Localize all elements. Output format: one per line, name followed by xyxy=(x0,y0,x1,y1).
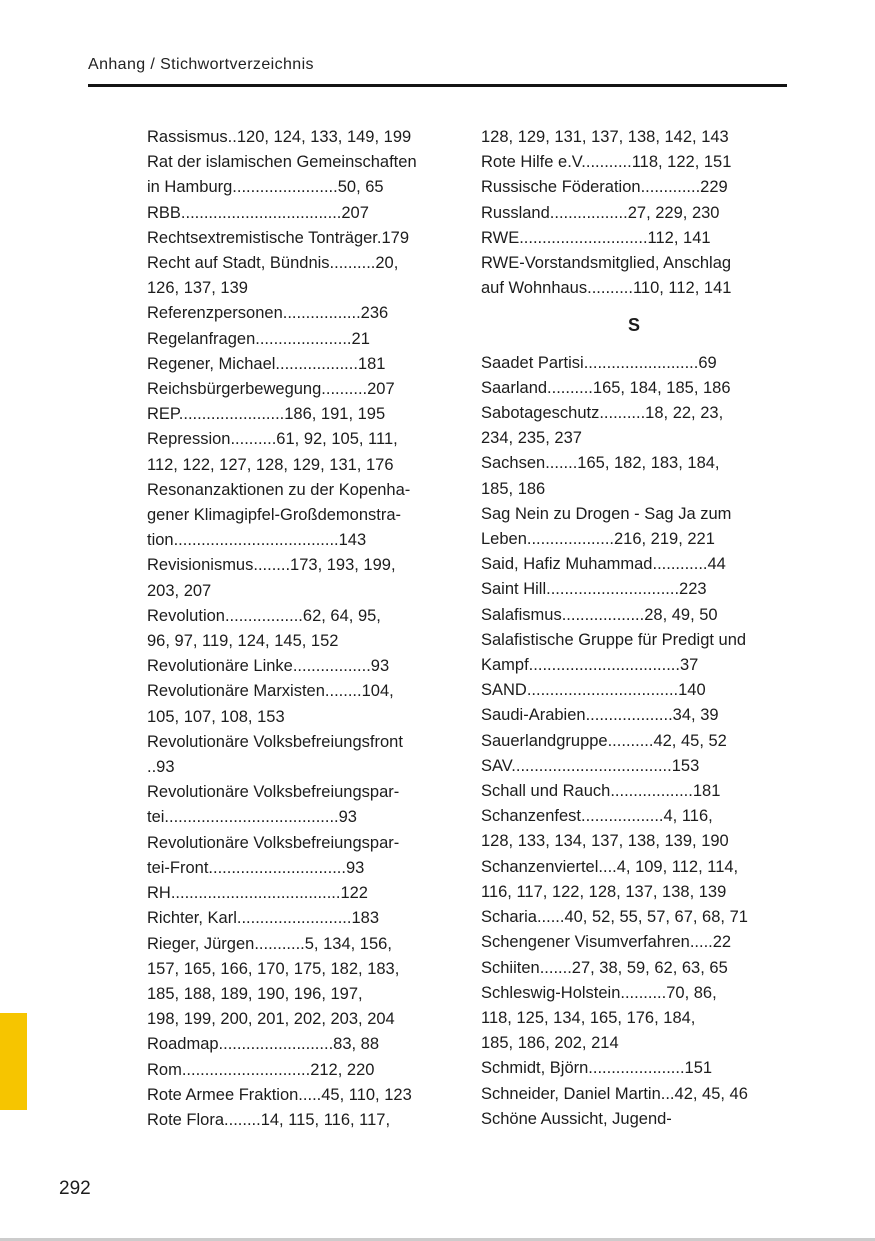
index-line: 112, 122, 127, 128, 129, 131, 176 xyxy=(147,455,394,474)
index-line: Schall und Rauch..................181 xyxy=(481,782,721,801)
index-line: Schleswig-Holstein..........70, 86, xyxy=(481,983,717,1002)
index-line: Rechtsextremistische Tonträger.179 xyxy=(147,228,409,247)
index-line: Rote Armee Fraktion.....45, 110, 123 xyxy=(147,1085,412,1104)
index-column-left xyxy=(147,125,438,1133)
index-line: Rassismus..120, 124, 133, 149, 199 xyxy=(147,128,412,146)
page-edge-tab xyxy=(0,1013,27,1110)
index-line: REP.......................186, 191, 195 xyxy=(147,405,386,424)
index-line: auf Wohnhaus..........110, 112, 141 xyxy=(481,279,732,298)
index-line: Resonanzaktionen zu der Kopenha- xyxy=(147,480,411,499)
index-line: Russland.................27, 229, 230 xyxy=(481,203,720,222)
index-line: 105, 107, 108, 153 xyxy=(147,707,285,726)
index-line: Revisionismus........173, 193, 199, xyxy=(147,556,396,575)
breadcrumb: Anhang / Stichwortverzeichnis xyxy=(88,56,314,73)
index-line: Said, Hafiz Muhammad............44 xyxy=(481,555,726,574)
index-line: Russische Föderation.............229 xyxy=(481,178,728,197)
index-line: Roadmap.........................83, 88 xyxy=(147,1035,380,1054)
index-columns xyxy=(147,125,787,1133)
index-line: Sachsen.......165, 182, 183, 184, xyxy=(481,454,720,473)
index-line: Revolutionäre Volksbefreiungsfront xyxy=(147,732,403,751)
index-line: Regener, Michael..................181 xyxy=(147,354,386,373)
index-line: Sag Nein zu Drogen - Sag Ja zum xyxy=(481,504,732,523)
index-line: 126, 137, 139 xyxy=(147,279,248,298)
index-line: Sabotageschutz..........18, 22, 23, xyxy=(481,404,724,423)
index-line: 234, 235, 237 xyxy=(481,429,582,448)
index-line: Revolutionäre Volksbefreiungspar- xyxy=(147,783,400,802)
header-rule xyxy=(88,84,787,87)
index-line: Revolutionäre Marxisten........104, xyxy=(147,682,394,701)
index-line: Saint Hill.............................223 xyxy=(481,580,707,599)
index-line: Scharia......40, 52, 55, 57, 67, 68, 71 xyxy=(481,908,748,927)
index-line: tion....................................143 xyxy=(147,531,367,550)
index-line: Regelanfragen.....................21 xyxy=(147,329,370,348)
index-column-right xyxy=(481,125,787,1133)
index-line: 198, 199, 200, 201, 202, 203, 204 xyxy=(147,1010,395,1029)
index-line: Schanzenviertel....4, 109, 112, 114, xyxy=(481,857,739,876)
index-line: 96, 97, 119, 124, 145, 152 xyxy=(147,632,339,651)
index-line: Leben...................216, 219, 221 xyxy=(481,530,715,549)
index-line: RBB...................................207 xyxy=(147,203,369,222)
index-line: Rom............................212, 220 xyxy=(147,1060,375,1079)
index-line: Reichsbürgerbewegung..........207 xyxy=(147,380,395,399)
index-line: Schneider, Daniel Martin...42, 45, 46 xyxy=(481,1084,748,1103)
index-line: 128, 129, 131, 137, 138, 142, 143 xyxy=(481,128,729,146)
index-line: in Hamburg.......................50, 65 xyxy=(147,178,384,197)
index-line: Salafismus..................28, 49, 50 xyxy=(481,605,718,624)
index-line: Referenzpersonen.................236 xyxy=(147,304,389,323)
index-line: Kampf.................................37 xyxy=(481,656,699,675)
index-line: Schanzenfest..................4, 116, xyxy=(481,807,713,826)
index-line: 128, 133, 134, 137, 138, 139, 190 xyxy=(481,832,729,851)
index-line: gener Klimagipfel-Großdemonstra- xyxy=(147,506,402,525)
index-line: 185, 188, 189, 190, 196, 197, xyxy=(147,984,363,1003)
index-line: ..93 xyxy=(147,758,175,777)
index-line: Rote Flora........14, 115, 116, 117, xyxy=(147,1110,391,1129)
index-line: Rieger, Jürgen...........5, 134, 156, xyxy=(147,934,392,953)
index-line: Saarland..........165, 184, 185, 186 xyxy=(481,378,731,397)
index-line: Schiiten.......27, 38, 59, 62, 63, 65 xyxy=(481,958,728,977)
index-line: RWE............................112, 141 xyxy=(481,228,711,247)
index-line: Revolutionäre Volksbefreiungspar- xyxy=(147,833,400,852)
index-line: 116, 117, 122, 128, 137, 138, 139 xyxy=(481,882,727,901)
index-line: RWE-Vorstandsmitglied, Anschlag xyxy=(481,254,732,273)
index-line: Richter, Karl.........................183 xyxy=(147,909,379,928)
index-line: 157, 165, 166, 170, 175, 182, 183, xyxy=(147,959,400,978)
index-line: 118, 125, 134, 165, 176, 184, xyxy=(481,1008,696,1027)
index-line: Revolutionäre Linke.................93 xyxy=(147,657,390,676)
index-line: Repression..........61, 92, 105, 111, xyxy=(147,430,398,449)
index-line: 185, 186 xyxy=(481,479,546,498)
index-line: Rote Hilfe e.V...........118, 122, 151 xyxy=(481,153,732,172)
index-line: Schengener Visumverfahren.....22 xyxy=(481,933,732,952)
index-line: Salafistische Gruppe für Predigt und xyxy=(481,630,747,649)
index-line: Saadet Partisi.........................69 xyxy=(481,353,717,372)
index-line: SAV...................................153 xyxy=(481,756,700,775)
index-line: Schmidt, Björn.....................151 xyxy=(481,1059,713,1078)
page-number: 292 xyxy=(59,1178,91,1199)
index-line: Rat der islamischen Gemeinschaften xyxy=(147,153,417,172)
section-heading: S xyxy=(627,315,640,336)
index-line: Recht auf Stadt, Bündnis..........20, xyxy=(147,254,399,273)
index-line: 185, 186, 202, 214 xyxy=(481,1034,619,1053)
index-line: Revolution.................62, 64, 95, xyxy=(147,606,381,625)
index-line: Saudi-Arabien...................34, 39 xyxy=(481,706,719,725)
index-line: Schöne Aussicht, Jugend- xyxy=(481,1109,672,1128)
index-line: SAND.................................140 xyxy=(481,681,706,700)
index-line: 203, 207 xyxy=(147,581,212,600)
index-line: tei......................................93 xyxy=(147,808,357,827)
index-line: Sauerlandgruppe..........42, 45, 52 xyxy=(481,731,727,750)
index-line: RH.....................................122 xyxy=(147,884,368,903)
index-line: tei-Front..............................93 xyxy=(147,858,365,877)
